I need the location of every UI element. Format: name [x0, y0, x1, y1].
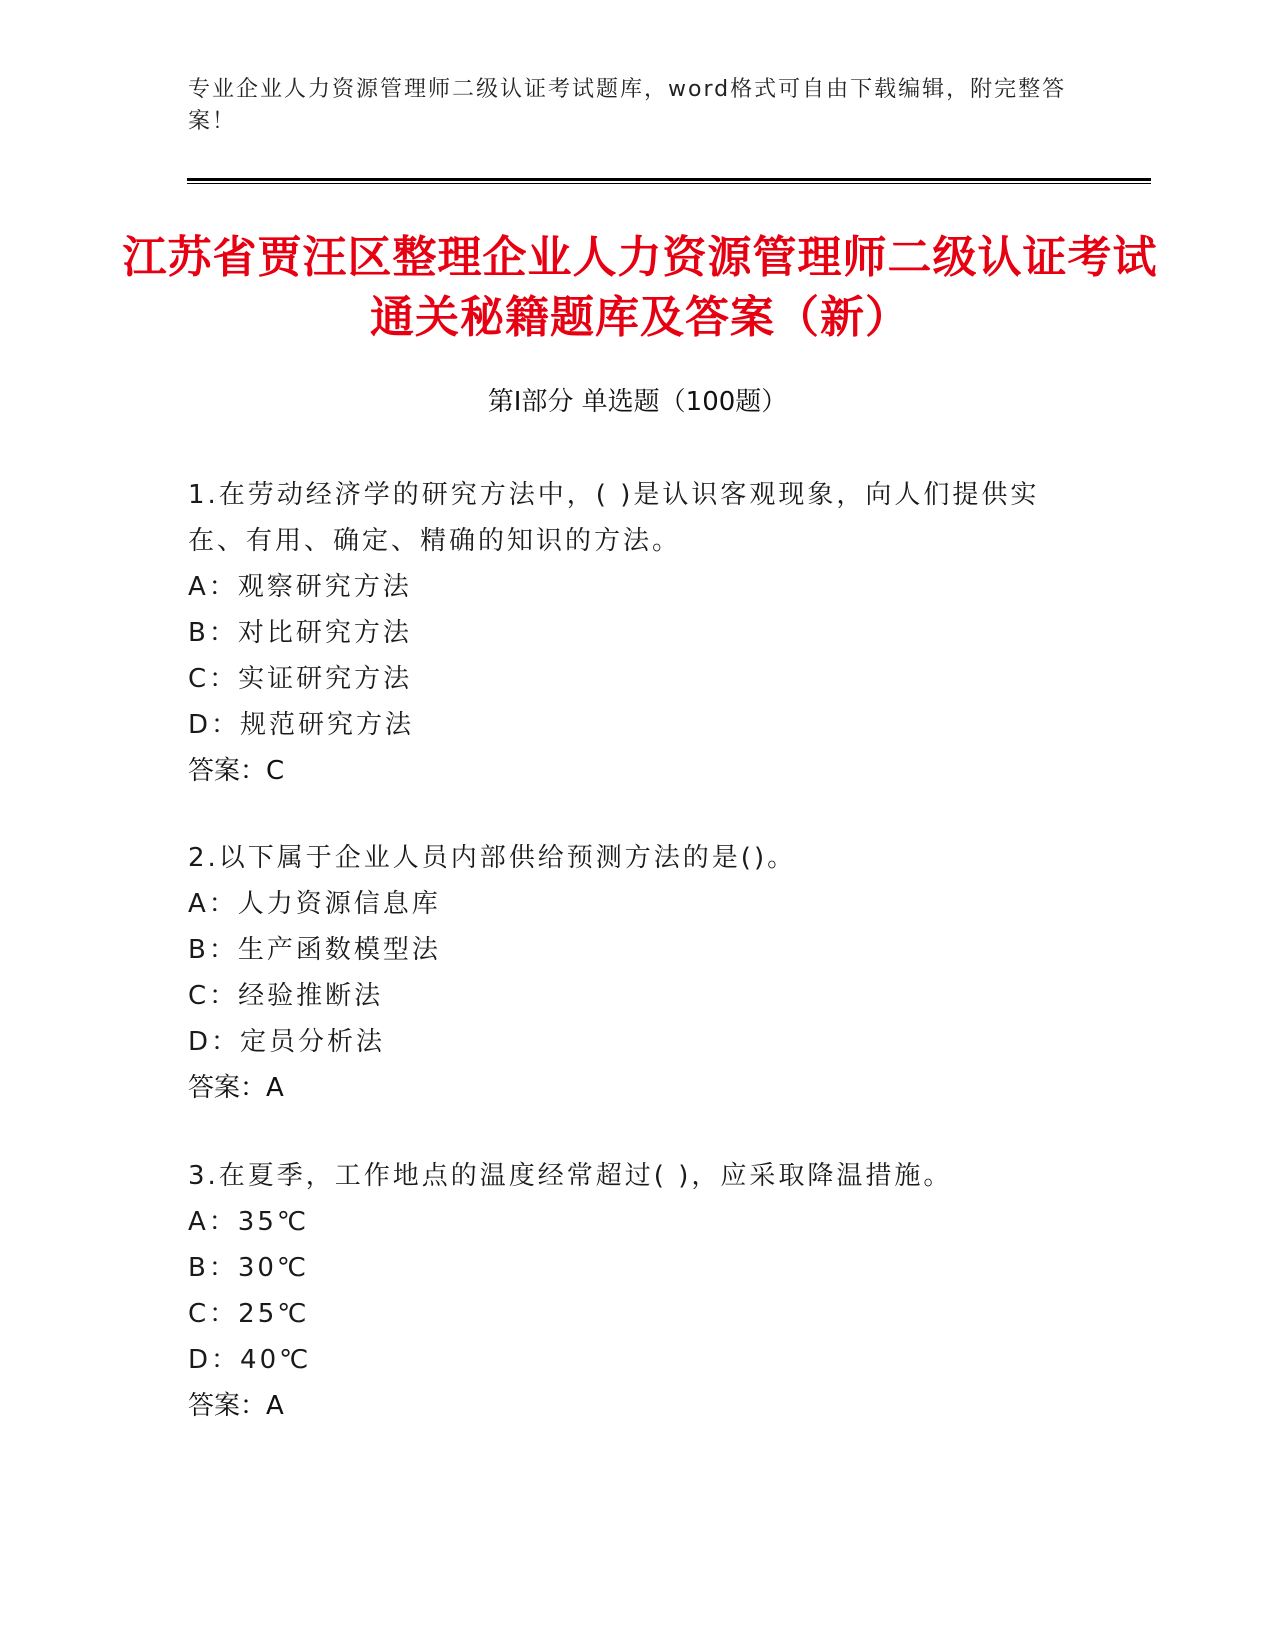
option-b: B：对比研究方法: [188, 618, 412, 648]
header-note: 专业企业人力资源管理师二级认证考试题库，word格式可自由下载编辑，附完整答案！: [188, 77, 1067, 134]
header-divider-thin: [187, 183, 1151, 184]
option-b: B：生产函数模型法: [188, 935, 441, 965]
option-a: A：35℃: [188, 1207, 310, 1237]
option-d: D：规范研究方法: [188, 710, 415, 740]
option-d: D：40℃: [188, 1345, 312, 1375]
answer: 答案：C: [188, 756, 285, 786]
option-a: A：人力资源信息库: [188, 889, 441, 919]
question-1: [188, 472, 1088, 794]
question-stem: 3.在夏季，工作地点的温度经常超过( )，应采取降温措施。: [188, 1161, 953, 1191]
question-stem: 1.在劳动经济学的研究方法中，( )是认识客观现象，向人们提供实在、有用、确定、精确的知识的方法。: [188, 480, 1040, 556]
question-2: [188, 835, 1088, 1111]
option-d: D：定员分析法: [188, 1027, 386, 1057]
option-a: A：观察研究方法: [188, 572, 412, 602]
option-c: C：实证研究方法: [188, 664, 413, 694]
document-title: 江苏省贾汪区整理企业人力资源管理师二级认证考试通关秘籍题库及答案（新）: [122, 232, 1158, 343]
option-b: B：30℃: [188, 1253, 310, 1283]
answer: 答案：A: [188, 1073, 284, 1103]
section-title: 第Ⅰ部分 单选题（100题）: [487, 387, 788, 417]
option-c: C：25℃: [188, 1299, 310, 1329]
header-divider-thick: [187, 178, 1151, 181]
question-stem: 2.以下属于企业人员内部供给预测方法的是()。: [188, 843, 797, 873]
option-c: C：经验推断法: [188, 981, 384, 1011]
answer: 答案：A: [188, 1391, 284, 1421]
question-3: [188, 1153, 1088, 1429]
